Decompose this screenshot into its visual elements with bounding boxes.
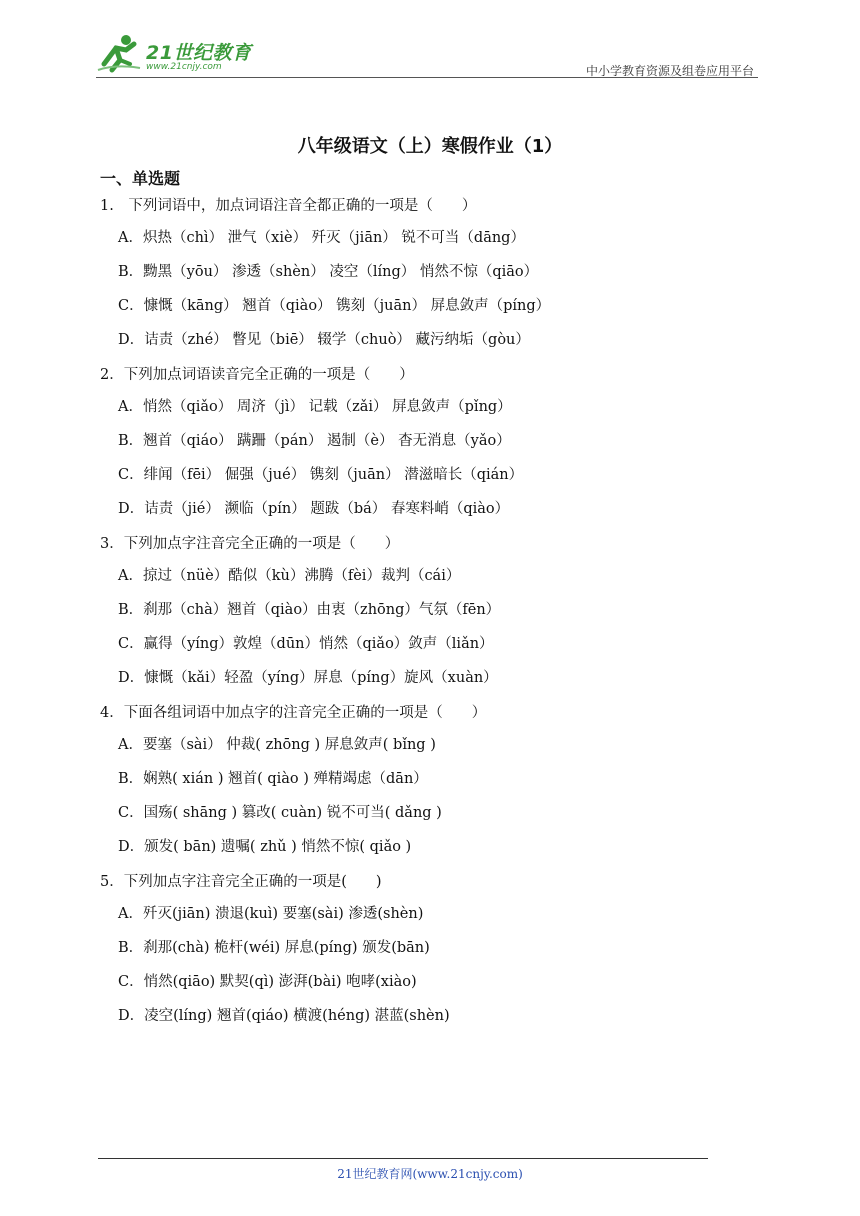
option-a[interactable]: A．歼灭(jiān) 溃退(kuì) 要塞(sài) 渗透(shèn)	[118, 906, 424, 922]
footer-divider	[98, 1158, 708, 1159]
option-a[interactable]: A．要塞（sài） 仲裁( zhōng ) 屏息敛声( bǐng )	[118, 737, 436, 753]
logo-brand-text: 21世纪教育	[146, 42, 252, 64]
question-stem: 4．下面各组词语中加点字的注音完全正确的一项是（ ）	[100, 705, 487, 721]
footer-link[interactable]: 21世纪教育网(www.21cnjy.com)	[337, 1167, 523, 1181]
page-title: 八年级语文（上）寒假作业（1）	[297, 136, 563, 157]
option-a[interactable]: A．悄然（qiǎo） 周济（jì） 记载（zǎi） 屏息敛声（pǐng）	[118, 399, 512, 415]
question-stem: 1. 下列词语中，加点词语注音全都正确的一项是（ ）	[100, 198, 477, 214]
option-d[interactable]: D．诘责（jié） 濒临（pín） 题跋（bá） 春寒料峭（qiào）	[118, 501, 510, 517]
option-c[interactable]: C．赢得（yíng）敦煌（dūn）悄然（qiǎo）敛声（liǎn）	[118, 636, 494, 652]
option-a[interactable]: A．炽热（chì） 泄气（xiè） 歼灭（jiān） 锐不可当（dāng）	[118, 230, 525, 246]
option-d[interactable]: D．慷慨（kǎi）轻盈（yíng）屏息（píng）旋风（xuàn）	[118, 670, 498, 686]
page-header	[96, 30, 758, 80]
question-stem: 3．下列加点字注音完全正确的一项是（ ）	[100, 536, 400, 552]
header-divider	[96, 77, 758, 78]
option-b[interactable]: B．翘首（qiáo） 蹒跚（pán） 遏制（è） 杳无消息（yǎo）	[118, 433, 511, 449]
runner-logo-icon	[96, 34, 142, 74]
option-c[interactable]: C．慷慨（kāng） 翘首（qiào） 镌刻（juān） 屏息敛声（píng）	[118, 298, 551, 314]
section-heading: 一、单选题	[100, 169, 181, 188]
option-b[interactable]: B．黝黑（yōu） 渗透（shèn） 凌空（líng） 悄然不惊（qiāo）	[118, 264, 539, 280]
platform-name: 中小学教育资源及组卷应用平台	[585, 64, 754, 78]
option-d[interactable]: D．凌空(líng) 翘首(qiáo) 横渡(héng) 湛蓝(shèn)	[118, 1008, 450, 1024]
option-c[interactable]: C．绯闻（fēi） 倔强（jué） 镌刻（juān） 潜滋暗长（qián）	[118, 467, 524, 483]
option-a[interactable]: A．掠过（nüè）酷似（kù）沸腾（fèi）裁判（cái）	[118, 568, 461, 584]
option-d[interactable]: D．颁发( bān) 遗嘱( zhǔ ) 悄然不惊( qiǎo )	[118, 839, 412, 855]
option-b[interactable]: B．刹那（chà）翘首（qiào）由衷（zhōng）气氛（fēn）	[118, 602, 501, 618]
logo-url-text: www.21cnjy.com	[146, 62, 222, 72]
question-stem: 5．下列加点字注音完全正确的一项是( )	[100, 874, 382, 890]
option-c[interactable]: C．国殇( shāng ) 篡改( cuàn) 锐不可当( dǎng )	[118, 805, 442, 821]
option-d[interactable]: D．诘责（zhé） 瞥见（biē） 辍学（chuò） 藏污纳垢（gòu）	[118, 332, 530, 348]
option-b[interactable]: B．娴熟( xián ) 翘首( qiào ) 殚精竭虑（dān）	[118, 771, 428, 787]
option-b[interactable]: B．刹那(chà) 桅杆(wéi) 屏息(píng) 颁发(bān)	[118, 940, 430, 956]
option-c[interactable]: C．悄然(qiāo) 默契(qì) 澎湃(bài) 咆哮(xiào)	[118, 974, 417, 990]
question-stem: 2．下列加点词语读音完全正确的一项是（ ）	[100, 367, 414, 383]
site-logo[interactable]	[96, 34, 266, 76]
